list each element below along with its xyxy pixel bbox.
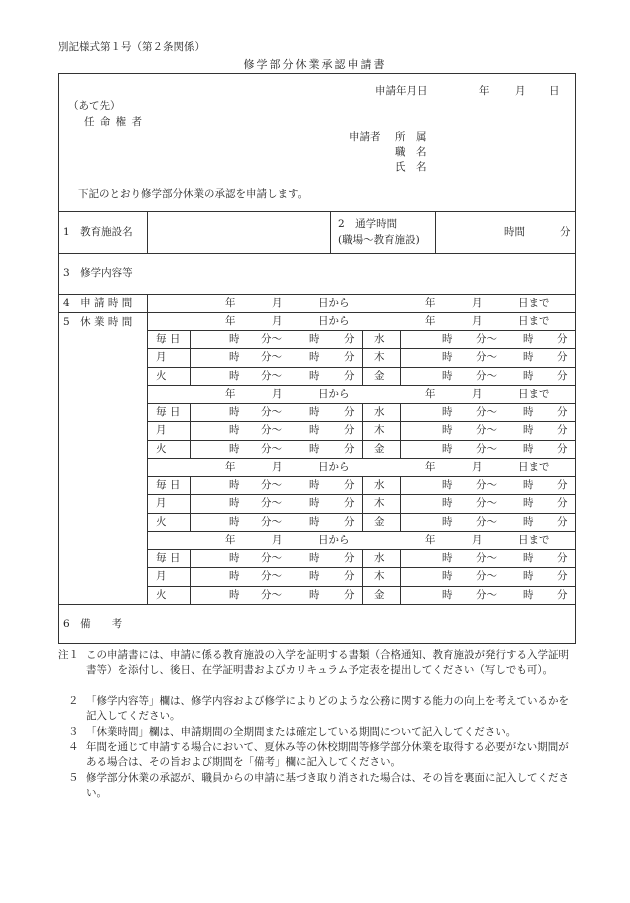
weekday-label: 月 [156,570,167,583]
hour-label: 時 [442,552,453,564]
request-period-from-month: 月 [272,297,283,309]
minute-label: 分 [344,552,355,564]
hour-label: 時 [442,442,453,455]
commute-time-sublabel: (職場～教育施設) [338,234,420,246]
minute-from-label: 分～ [261,424,282,437]
weekday-label: 火 [156,369,167,382]
minute-from-label: 分～ [261,406,282,418]
hour-label: 時 [442,424,453,437]
request-period-to-month: 月 [472,297,483,309]
commute-minutes-label: 分 [560,226,571,238]
hour-label: 時 [442,406,453,418]
hour-label: 時 [523,333,534,345]
table-line [147,294,148,604]
table-line [147,385,576,386]
name-label: 氏 名 [395,161,427,173]
hour-label: 時 [309,497,320,510]
hour-label: 時 [229,479,240,491]
weekday-label: 火 [156,515,167,528]
weekday-label: 木 [374,497,385,510]
addressee: 任 命 権 者 [84,116,144,128]
hour-label: 時 [442,588,453,601]
weekday-label: 木 [374,351,385,364]
leave-period-1-from-day: 日から [318,315,350,327]
table-line [58,253,576,254]
note-number: 注１ [58,649,79,661]
minute-label: 分 [557,479,568,491]
hour-label: 時 [523,369,534,382]
leave-period-4-from-day: 日から [318,534,350,546]
weekday-label: 水 [374,406,385,418]
leave-period-4-from-year: 年 [225,534,236,546]
leave-period-3-to-year: 年 [425,461,436,473]
hour-label: 時 [442,369,453,382]
leave-period-2-to-month: 月 [472,388,483,400]
request-period-from-year: 年 [225,297,236,309]
leave-period-2-to-year: 年 [425,388,436,400]
leave-period-1-to-month: 月 [472,315,483,327]
minute-from-label: 分～ [476,515,497,528]
table-line [362,476,363,531]
note-number: ５ [68,772,79,784]
hour-label: 時 [229,333,240,345]
minute-from-label: 分～ [476,333,497,345]
minute-from-label: 分～ [261,515,282,528]
leave-period-3-from-day: 日から [318,461,350,473]
note-text: 年間を通じて申請する場合において、夏休み等の休校期間等修学部分休業を取得する必要がない期間がある場合は、その旨および期間を「備考」欄に記入してください。 [86,741,569,768]
minute-label: 分 [344,351,355,364]
minute-label: 分 [557,552,568,564]
minute-from-label: 分～ [261,351,282,364]
minute-label: 分 [557,406,568,418]
hour-label: 時 [309,588,320,601]
remarks-label: 6 備 考 [63,618,123,630]
hour-label: 時 [229,588,240,601]
weekday-label: 水 [374,479,385,491]
note-item [58,725,578,740]
commute-hours-label: 時間 [504,226,525,238]
leave-period-2-from-day: 日から [318,388,350,400]
minute-from-label: 分～ [261,570,282,583]
note-item [58,648,578,678]
minute-from-label: 分～ [261,497,282,510]
weekday-label: 水 [374,552,385,564]
request-period-from-day: 日から [318,297,350,309]
minute-label: 分 [344,424,355,437]
leave-period-3-to-month: 月 [472,461,483,473]
minute-from-label: 分～ [261,442,282,455]
hour-label: 時 [229,552,240,564]
table-line [147,458,576,459]
note-item [58,740,578,770]
note-item [58,771,578,801]
application-year-label: 年 [479,85,490,97]
minute-from-label: 分～ [261,479,282,491]
affiliation-label: 所 属 [395,131,427,143]
weekday-label: 水 [374,333,385,345]
leave-time-label: 5 休 業 時 間 [63,316,133,328]
leave-period-4-to-year: 年 [425,534,436,546]
hour-label: 時 [229,424,240,437]
hour-label: 時 [523,351,534,364]
hour-label: 時 [523,552,534,564]
leave-period-2-from-year: 年 [225,388,236,400]
table-line [400,549,401,604]
minute-from-label: 分～ [261,369,282,382]
weekday-label: 毎 日 [156,479,181,491]
leave-period-3-from-month: 月 [272,461,283,473]
table-line [147,211,148,253]
weekday-label: 火 [156,588,167,601]
application-month-label: 月 [515,85,526,97]
addressee-label: （あて先） [68,100,121,112]
weekday-label: 月 [156,424,167,437]
hour-label: 時 [309,333,320,345]
minute-label: 分 [557,515,568,528]
hour-label: 時 [309,515,320,528]
minute-label: 分 [344,479,355,491]
minute-from-label: 分～ [476,570,497,583]
leave-period-1-to-year: 年 [425,315,436,327]
minute-label: 分 [344,442,355,455]
table-line [400,476,401,531]
hour-label: 時 [523,588,534,601]
hour-label: 時 [229,351,240,364]
hour-label: 時 [442,333,453,345]
minute-label: 分 [344,406,355,418]
note-text: この申請書には、申請に係る教育施設の入学を証明する書類（合格通知、教育施設が発行する入学証明書等）を添付し、後日、在学証明書およびカリキュラム予定表を提出してください（写しでも可）。 [86,649,569,676]
hour-label: 時 [309,570,320,583]
minute-from-label: 分～ [261,552,282,564]
hour-label: 時 [229,442,240,455]
minute-label: 分 [344,333,355,345]
minute-label: 分 [557,369,568,382]
minute-label: 分 [344,515,355,528]
hour-label: 時 [229,570,240,583]
request-period-to-year: 年 [425,297,436,309]
leave-period-1-from-month: 月 [272,315,283,327]
table-line [190,549,191,604]
commute-time-label: 2 通学時間 [338,218,398,230]
minute-from-label: 分～ [476,497,497,510]
hour-label: 時 [309,424,320,437]
weekday-label: 金 [374,588,385,601]
note-number: ３ [68,726,79,738]
weekday-label: 毎 日 [156,333,181,345]
note-item [58,694,578,724]
hour-label: 時 [229,406,240,418]
weekday-label: 金 [374,369,385,382]
weekday-label: 金 [374,442,385,455]
institution-name-label: 1 教育施設名 [63,226,133,238]
hour-label: 時 [442,515,453,528]
weekday-label: 月 [156,351,167,364]
weekday-label: 木 [374,570,385,583]
hour-label: 時 [229,515,240,528]
hour-label: 時 [523,497,534,510]
request-period-to-day: 日まで [518,297,550,309]
hour-label: 時 [523,515,534,528]
leave-period-2-to-day: 日まで [518,388,550,400]
minute-label: 分 [557,351,568,364]
minute-from-label: 分～ [261,588,282,601]
page-title: 修学部分休業承認申請書 [243,58,387,71]
table-line [435,211,436,253]
table-line [400,403,401,458]
hour-label: 時 [442,351,453,364]
minute-from-label: 分～ [476,588,497,601]
leave-period-4-from-month: 月 [272,534,283,546]
hour-label: 時 [229,497,240,510]
note-number: ４ [68,741,79,753]
minute-label: 分 [344,570,355,583]
minute-from-label: 分～ [476,369,497,382]
minute-label: 分 [557,442,568,455]
minute-from-label: 分～ [476,552,497,564]
minute-from-label: 分～ [476,479,497,491]
position-label: 職 名 [395,146,427,158]
table-line [58,294,576,295]
hour-label: 時 [442,570,453,583]
table-line [147,531,576,532]
note-number: ２ [68,695,79,707]
table-line [58,604,576,605]
weekday-label: 月 [156,497,167,510]
leave-period-1-to-day: 日まで [518,315,550,327]
hour-label: 時 [442,497,453,510]
note-text: 「休業時間」欄は、申請期間の全期間または確定している期間について記入してください。 [86,726,517,738]
application-day-label: 日 [549,85,560,97]
study-content-label: 3 修学内容等 [63,267,133,279]
weekday-label: 毎 日 [156,552,181,564]
table-line [190,330,191,385]
table-line [58,312,576,313]
request-period-label: 4 申 請 時 間 [63,297,133,309]
hour-label: 時 [523,424,534,437]
weekday-label: 火 [156,442,167,455]
application-statement: 下記のとおり修学部分休業の承認を申請します。 [78,188,309,200]
minute-label: 分 [557,588,568,601]
table-line [330,211,331,253]
hour-label: 時 [523,406,534,418]
hour-label: 時 [229,369,240,382]
table-line [362,330,363,385]
weekday-label: 金 [374,515,385,528]
note-text: 「修学内容等」欄は、修学内容および修学によりどのような公務に関する能力の向上を考えているかを記入してください。 [86,695,569,722]
minute-label: 分 [557,424,568,437]
table-line [190,476,191,531]
table-line [190,403,191,458]
hour-label: 時 [309,442,320,455]
minute-from-label: 分～ [476,406,497,418]
table-line [362,549,363,604]
weekday-label: 木 [374,424,385,437]
table-line [400,330,401,385]
hour-label: 時 [442,479,453,491]
form-number: 別記様式第１号（第２条関係） [58,41,205,53]
minute-from-label: 分～ [476,351,497,364]
leave-period-3-from-year: 年 [225,461,236,473]
hour-label: 時 [309,479,320,491]
hour-label: 時 [523,479,534,491]
table-line [58,211,576,212]
hour-label: 時 [309,369,320,382]
hour-label: 時 [309,552,320,564]
minute-from-label: 分～ [476,424,497,437]
leave-period-4-to-day: 日まで [518,534,550,546]
minute-from-label: 分～ [261,333,282,345]
leave-period-2-from-month: 月 [272,388,283,400]
hour-label: 時 [309,351,320,364]
minute-label: 分 [557,497,568,510]
weekday-label: 毎 日 [156,406,181,418]
minute-from-label: 分～ [476,442,497,455]
hour-label: 時 [523,570,534,583]
note-text: 修学部分休業の承認が、職員からの申請に基づき取り消された場合は、その旨を裏面に記入してください。 [86,772,569,799]
minute-label: 分 [344,588,355,601]
minute-label: 分 [557,333,568,345]
leave-period-3-to-day: 日まで [518,461,550,473]
application-date-label: 申請年月日 [375,85,428,97]
leave-period-4-to-month: 月 [472,534,483,546]
leave-period-1-from-year: 年 [225,315,236,327]
hour-label: 時 [309,406,320,418]
minute-label: 分 [344,369,355,382]
minute-label: 分 [557,570,568,583]
table-line [362,403,363,458]
hour-label: 時 [523,442,534,455]
applicant-label: 申請者 [349,131,381,143]
minute-label: 分 [344,497,355,510]
